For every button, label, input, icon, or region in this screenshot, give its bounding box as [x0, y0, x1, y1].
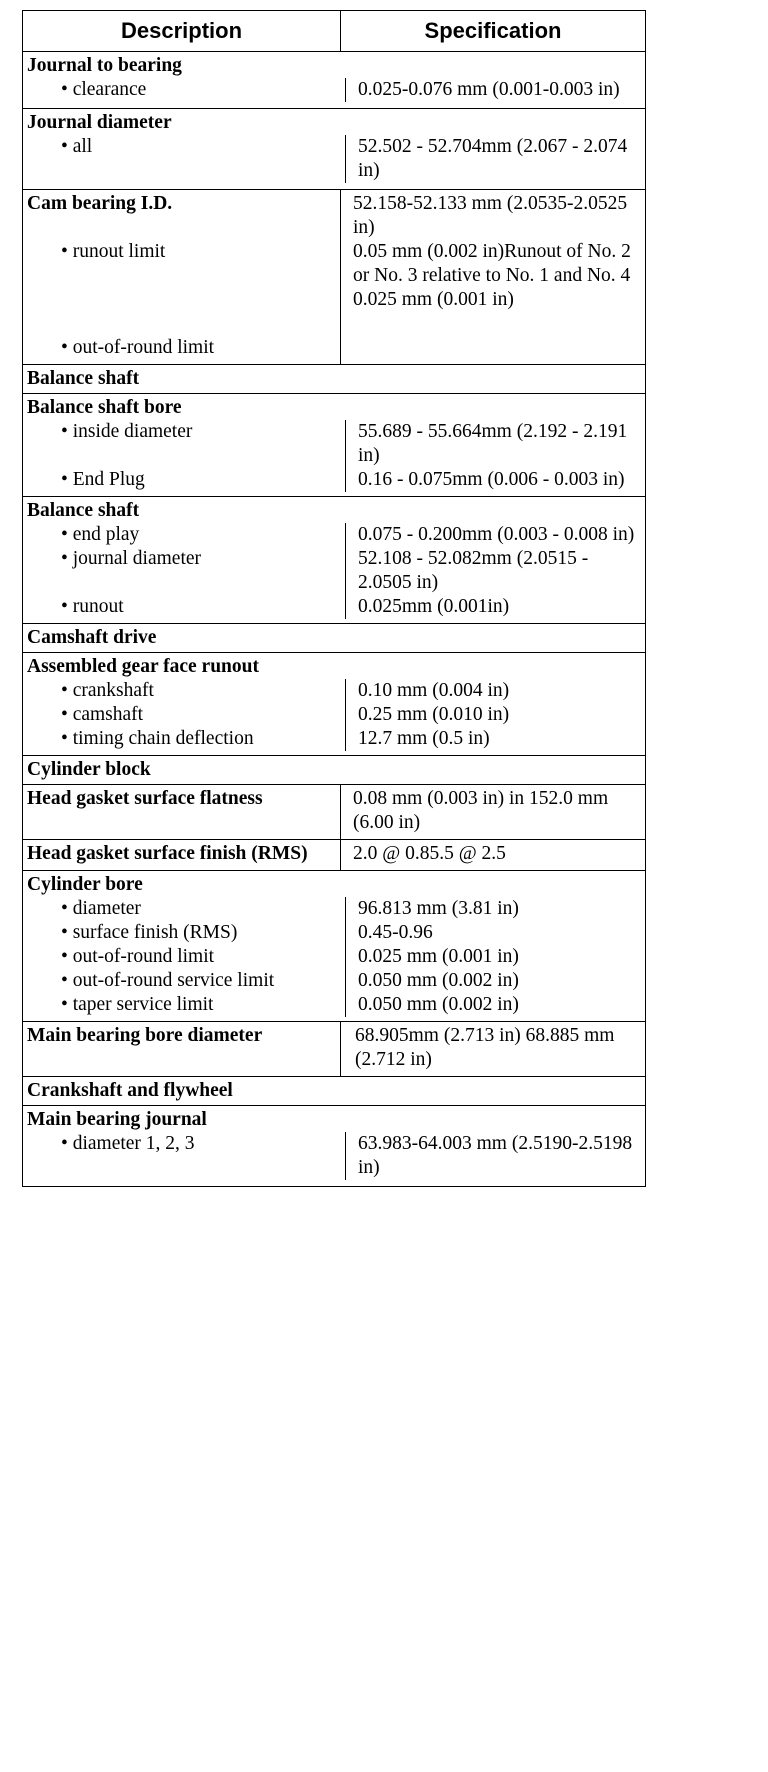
item-label: • End Plug	[27, 468, 345, 492]
group-title: Assembled gear face runout	[27, 656, 259, 677]
item-value: 0.025-0.076 mm (0.001-0.003 in)	[345, 78, 641, 102]
group-main-bearing-bore	[23, 1022, 646, 1077]
spec-table	[22, 10, 646, 1187]
group-title: Cam bearing I.D.	[27, 193, 173, 214]
header-specification: Specification	[341, 11, 646, 52]
group-title: Balance shaft	[27, 500, 140, 521]
item-value: 63.983-64.003 mm (2.5190-2.5198 in)	[345, 1132, 641, 1180]
item-value: 52.502 - 52.704mm (2.067 - 2.074 in)	[345, 135, 641, 183]
item-value: 0.45-0.96	[345, 921, 641, 945]
group-head-gasket-finish	[23, 840, 646, 871]
item-value: 0.10 mm (0.004 in)	[345, 679, 641, 703]
item-label: • camshaft	[27, 703, 345, 727]
item-value: 12.7 mm (0.5 in)	[345, 727, 641, 751]
item-value: 0.16 - 0.075mm (0.006 - 0.003 in)	[345, 468, 641, 492]
item-value: 0.25 mm (0.010 in)	[345, 703, 641, 727]
item-label: • out-of-round service limit	[27, 969, 345, 993]
item-value: 96.813 mm (3.81 in)	[345, 897, 641, 921]
item-label: • out-of-round limit	[27, 336, 336, 360]
header-description: Description	[23, 11, 341, 52]
item-label: • diameter	[27, 897, 345, 921]
item-value: 0.050 mm (0.002 in)	[345, 993, 641, 1017]
group-title: Head gasket surface flatness	[27, 788, 263, 809]
group-head-gasket-flatness	[23, 785, 646, 840]
spec-sheet	[22, 10, 645, 1187]
section-title: Crankshaft and flywheel	[23, 1077, 646, 1106]
group-title-value: 0.08 mm (0.003 in) in 152.0 mm (6.00 in)	[353, 788, 609, 833]
section-title: Balance shaft	[23, 365, 646, 394]
item-label: • all	[27, 135, 345, 183]
header-row	[23, 11, 646, 52]
group-title-value: 68.905mm (2.713 in) 68.885 mm (2.712 in)	[355, 1025, 615, 1070]
group-title: Main bearing journal	[27, 1109, 207, 1130]
group-title: Journal to bearing	[27, 55, 182, 76]
item-label: • timing chain deflection	[27, 727, 345, 751]
section-title: Cylinder block	[23, 756, 646, 785]
section-crankshaft-flywheel	[23, 1077, 646, 1106]
group-title-value: 2.0 @ 0.85.5 @ 2.5	[353, 843, 506, 864]
item-label: • journal diameter	[27, 547, 345, 595]
section-balance-shaft	[23, 365, 646, 394]
group-title: Head gasket surface finish (RMS)	[27, 843, 308, 864]
group-journal-diameter	[23, 109, 646, 190]
group-gear-face-runout	[23, 653, 646, 756]
item-label: • end play	[27, 523, 345, 547]
group-cylinder-bore	[23, 871, 646, 1022]
item-label: • inside diameter	[27, 420, 345, 468]
group-cam-bearing	[23, 190, 646, 365]
item-label: • runout limit	[27, 240, 336, 264]
item-value: 55.689 - 55.664mm (2.192 - 2.191 in)	[345, 420, 641, 468]
section-camshaft-drive	[23, 624, 646, 653]
item-value: 0.05 mm (0.002 in)Runout of No. 2 or No. 3 relative to No. 1 and No. 4	[353, 241, 631, 286]
item-value: 52.108 - 52.082mm (2.0515 - 2.0505 in)	[345, 547, 641, 595]
item-label: • clearance	[27, 78, 345, 102]
group-title: Cylinder bore	[27, 874, 143, 895]
item-label: • taper service limit	[27, 993, 345, 1017]
item-label: • surface finish (RMS)	[27, 921, 345, 945]
item-value: 0.075 - 0.200mm (0.003 - 0.008 in)	[345, 523, 641, 547]
group-journal-to-bearing	[23, 52, 646, 109]
group-balance-shaft-bore	[23, 394, 646, 497]
item-value: 0.025 mm (0.001 in)	[353, 289, 514, 310]
item-label: • out-of-round limit	[27, 945, 345, 969]
group-title: Main bearing bore diameter	[27, 1025, 263, 1046]
item-value: 0.025 mm (0.001 in)	[345, 945, 641, 969]
item-value: 0.025mm (0.001in)	[345, 595, 641, 619]
group-title: Journal diameter	[27, 112, 172, 133]
group-balance-shaft	[23, 497, 646, 624]
item-label: • diameter 1, 2, 3	[27, 1132, 345, 1180]
item-label: • runout	[27, 595, 345, 619]
group-title: Balance shaft bore	[27, 397, 182, 418]
item-label: • crankshaft	[27, 679, 345, 703]
group-main-bearing-journal	[23, 1106, 646, 1187]
group-title-value: 52.158-52.133 mm (2.0535-2.0525 in)	[353, 193, 628, 238]
section-title: Camshaft drive	[23, 624, 646, 653]
item-value: 0.050 mm (0.002 in)	[345, 969, 641, 993]
section-cylinder-block	[23, 756, 646, 785]
